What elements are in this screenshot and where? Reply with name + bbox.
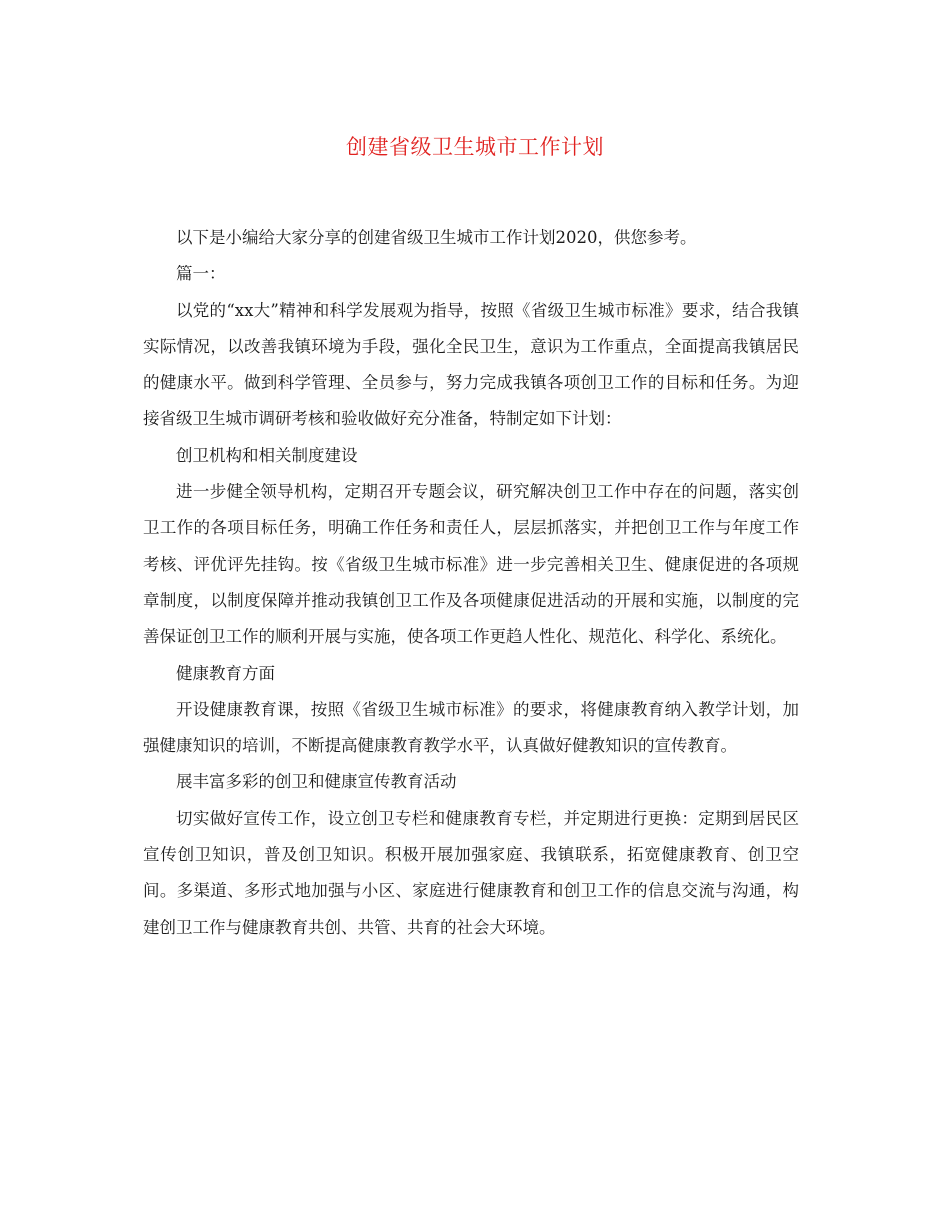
section-heading-health-education: 健康教育方面 [176,663,275,683]
paragraph-guideline: 以党的“xx大”精神和科学发展观为指导，按照《省级卫生城市标准》要求，结合我镇实际情况，以改善我镇环境为手段，强化全民卫生，意识为工作重点，全面提高我镇居民的健康水平。做到科学管理、全员参与，努力完成我镇各项创卫工作的目标和任务。为迎接省级卫生城市调研考核和验收做好充分准备，特制定如下计划： [143,300,799,429]
document-body [143,220,799,946]
paragraph-organization: 进一步健全领导机构，定期召开专题会议，研究解决创卫工作中存在的问题，落实创卫工作的各项目标任务，明确工作任务和责任人，层层抓落实，并把创卫工作与年度工作考核、评优评先挂钩。按《省级卫生城市标准》进一步完善相关卫生、健康促进的各项规章制度，以制度保障并推动我镇创卫工作及各项健康促进活动的开展和实施，以制度的完善保证创卫工作的顺利开展与实施，使各项工作更趋人性化、规范化、科学化、系统化。 [143,482,799,647]
document-title: 创建省级卫生城市工作计划 [346,135,604,159]
paragraph-intro: 以下是小编给大家分享的创建省级卫生城市工作计划2020，供您参考。 [176,228,697,247]
paragraph-activities: 切实做好宣传工作，设立创卫专栏和健康教育专栏，并定期进行更换：定期到居民区宣传创卫知识，普及创卫知识。积极开展加强家庭、我镇联系，拓宽健康教育、创卫空间。多渠道、多形式地加强与小区、家庭进行健康教育和创卫工作的信息交流与沟通，构建创卫工作与健康教育共创、共管、共育的社会大环境。 [143,808,799,937]
paragraph-part-one-label: 篇一： [176,264,226,284]
section-heading-organization: 创卫机构和相关制度建设 [176,445,358,465]
paragraph-health-education: 开设健康教育课，按照《省级卫生城市标准》的要求，将健康教育纳入教学计划，加强健康知识的培训，不断提高健康教育教学水平，认真做好健教知识的宣传教育。 [143,699,799,756]
section-heading-activities: 展丰富多彩的创卫和健康宣传教育活动 [176,772,457,792]
